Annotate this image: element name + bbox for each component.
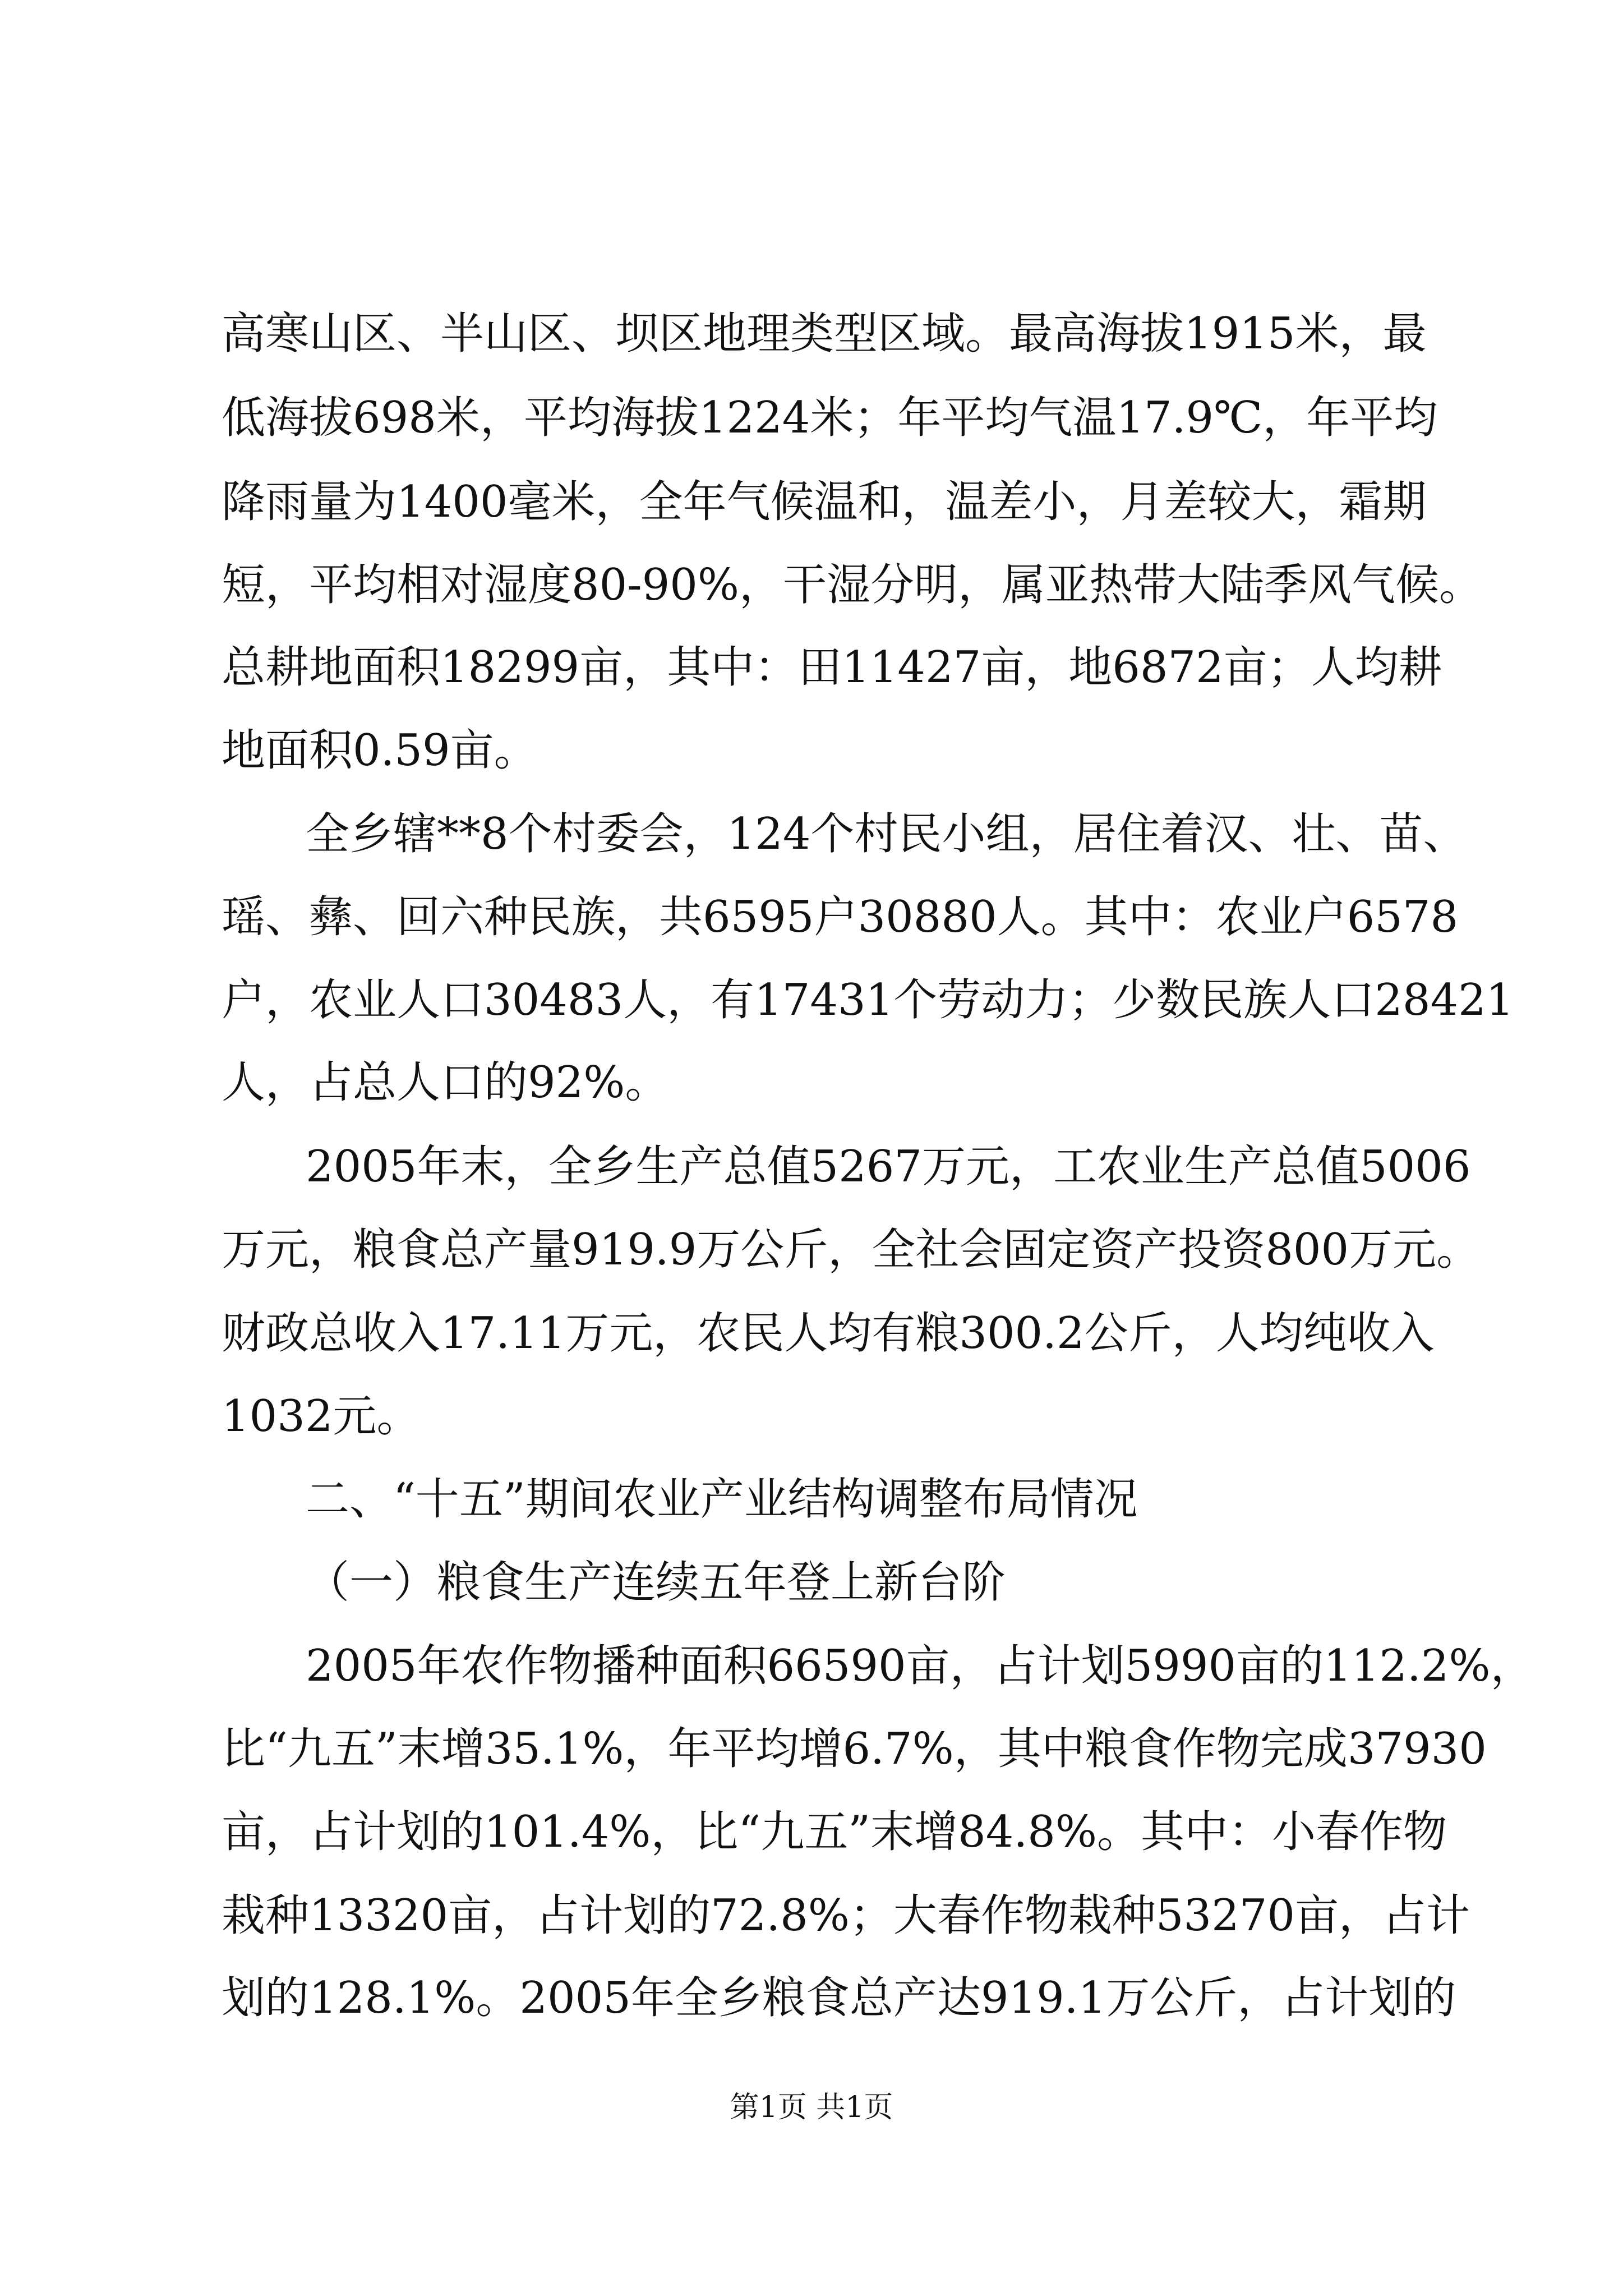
text-line: 高寒山区、半山区、坝区地理类型区域。最高海拔1915米，最 bbox=[222, 309, 1427, 359]
text-line: 万元，粮食总产量919.9万公斤，全社会固定资产投资800万元。 bbox=[222, 1225, 1481, 1275]
text-line: 财政总收入17.11万元，农民人均有粮300.2公斤，人均纯收入 bbox=[222, 1308, 1435, 1359]
text-line: 户，农业人口30483人，有17431个劳动力；少数民族人口28421 bbox=[222, 975, 1514, 1025]
section-heading: 二、“十五”期间农业产业结构调整布局情况 bbox=[306, 1474, 1138, 1525]
text-line: 栽种13320亩，占计划的72.8%；大春作物栽种53270亩，占计 bbox=[222, 1890, 1470, 1941]
paragraph-first-line: 2005年农作物播种面积66590亩，占计划5990亩的112.2%， bbox=[306, 1641, 1534, 1691]
text-line: 短，平均相对湿度80-90%，干湿分明，属亚热带大陆季风气候。 bbox=[222, 560, 1483, 610]
text-line: 人，占总人口的92%。 bbox=[222, 1057, 669, 1108]
text-line: 低海拔698米，平均海拔1224米；年平均气温17.9℃，年平均 bbox=[222, 393, 1438, 443]
text-line: 总耕地面积18299亩，其中：田11427亩，地6872亩；人均耕 bbox=[222, 642, 1442, 693]
paragraph-first-line: 全乡辖**8个村委会，124个村民小组，居住着汉、壮、苗、 bbox=[306, 809, 1467, 859]
text-line: 地面积0.59亩。 bbox=[222, 725, 538, 776]
text-line: 1032元。 bbox=[222, 1391, 421, 1442]
subsection-heading: （一）粮食生产连续五年登上新台阶 bbox=[306, 1557, 1006, 1608]
text-line: 划的128.1%。2005年全乡粮食总产达919.1万公斤，占计划的 bbox=[222, 1973, 1456, 2023]
text-line: 降雨量为1400毫米，全年气候温和，温差小，月差较大，霜期 bbox=[222, 477, 1427, 527]
page-footer: 第1页 共1页 bbox=[730, 2091, 893, 2124]
text-line: 比“九五”末增35.1%，年平均增6.7%，其中粮食作物完成37930 bbox=[222, 1724, 1487, 1774]
text-line: 亩，占计划的101.4%，比“九五”末增84.8%。其中：小春作物 bbox=[222, 1807, 1447, 1857]
text-line: 瑶、彝、回六种民族，共6595户30880人。其中：农业户6578 bbox=[222, 892, 1459, 942]
paragraph-first-line: 2005年末，全乡生产总值5267万元，工农业生产总值5006 bbox=[306, 1142, 1471, 1192]
